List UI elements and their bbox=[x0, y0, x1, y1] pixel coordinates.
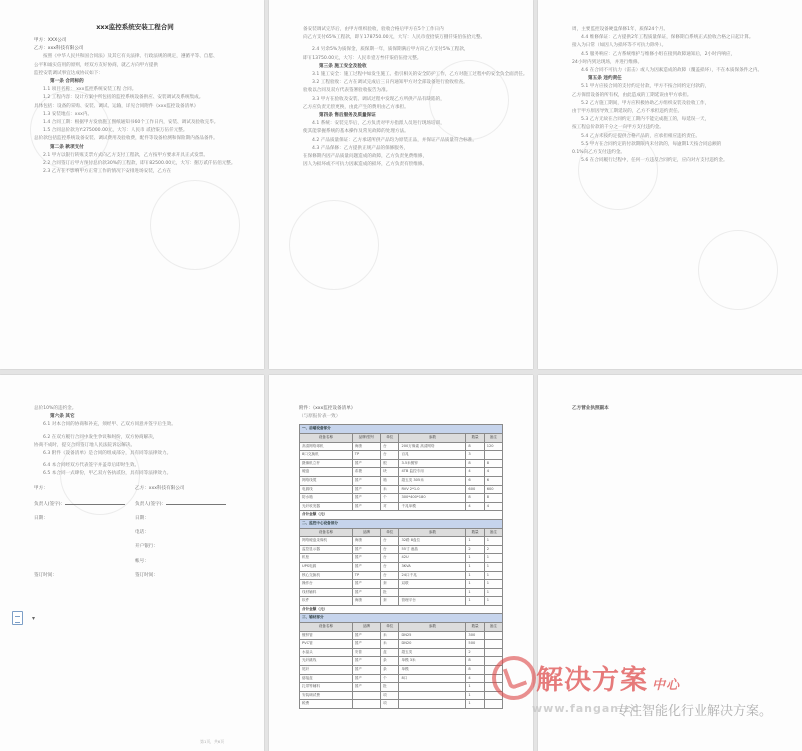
paragraph-line: 24小时内到达现场，并进行维修。 bbox=[572, 59, 643, 65]
table-row bbox=[300, 485, 503, 494]
table-cell: 国产 bbox=[352, 683, 380, 692]
table-row bbox=[300, 631, 503, 640]
table-cell: 1 bbox=[466, 597, 484, 606]
paragraph-line: 4.1 系统：安装完毕后，乙方负责对甲方指派人员进行现场培训， bbox=[312, 121, 445, 127]
table-cell: 600 bbox=[466, 485, 484, 494]
paragraph-line: 备安装调试完毕后，由甲方组织验收，验收合格后甲方在5个工作日内 bbox=[303, 27, 444, 32]
paragraph-line: 公平和诚实信用的原则，经双方友好协商，就乙方向甲方提供 bbox=[34, 62, 159, 68]
table-cell: 国产 bbox=[352, 588, 380, 597]
table-cell: 4TB 监控专用 bbox=[399, 468, 466, 477]
paragraph-line: 乙方应负责无偿更换，由此产生的费用由乙方承担。 bbox=[303, 104, 409, 110]
table-cell: 32路 8盘位 bbox=[399, 537, 466, 546]
table-cell: 55寸 液晶 bbox=[399, 545, 466, 554]
table-cell: 国产 bbox=[352, 666, 380, 675]
paragraph-line: 4.5 服务响应：乙方系统维护与维修小组在接到故障通知后，2小时内响应， bbox=[581, 51, 736, 57]
sign-label: 开户银行： bbox=[135, 544, 158, 550]
table-row bbox=[300, 666, 503, 675]
table-cell: 箱 bbox=[381, 476, 399, 485]
paragraph-line: 3.1 施工安全：施工过程中如发生施工、指引相关的安全防护工作，乙方对施工过程中的安全负全面责任。 bbox=[312, 72, 528, 78]
table-cell: 国产 bbox=[352, 554, 380, 563]
table-cell: 2 bbox=[466, 648, 484, 657]
table-cell: 120 bbox=[484, 442, 502, 451]
table-cell: 水晶头 bbox=[300, 648, 353, 657]
table-cell: 600 bbox=[484, 485, 502, 494]
paragraph-line: 1.5 合同总价款为Y:275000.00元，大写：人民币 贰拾柒万伍仟元整。 bbox=[43, 128, 188, 134]
sign-label: 电话： bbox=[135, 530, 149, 536]
table-cell: 1 bbox=[466, 580, 484, 589]
table-cell: 光纤收发器 bbox=[300, 502, 353, 511]
column-header: 单位 bbox=[381, 528, 399, 537]
table-row bbox=[300, 571, 503, 580]
table-cell: 1 bbox=[484, 537, 502, 546]
sign-label: 负责人(签字)： bbox=[135, 501, 167, 507]
paragraph-line: 5.6 在合同履行过程中，任何一方违反合同约定，应向对方支付违约金。 bbox=[581, 158, 728, 164]
table-cell: TP bbox=[352, 451, 380, 460]
section-heading: 第四条 售后服务及质量保证 bbox=[319, 113, 376, 119]
column-header: 数量 bbox=[466, 623, 484, 632]
table-cell: 1 bbox=[466, 562, 484, 571]
column-header: 设备名称 bbox=[300, 528, 353, 537]
table-cell: 1 bbox=[484, 580, 502, 589]
paragraph-line: 6.1 对本合同的协商和补充，须经甲、乙双方同意并签字后生效。 bbox=[43, 422, 176, 428]
signature-blank bbox=[65, 504, 125, 505]
table-cell: 个 bbox=[381, 494, 399, 503]
table-cell: 米 bbox=[381, 640, 399, 649]
table-row bbox=[300, 588, 503, 597]
table-cell: 机柜 bbox=[300, 554, 353, 563]
table-cell: 套 bbox=[381, 597, 399, 606]
section-heading: 第五条 违约责任 bbox=[588, 76, 622, 82]
table-cell: 单模 bbox=[399, 666, 466, 675]
paragraph-line: 6.2 在双方履行合同中发生争议和纠纷，双方协商解决， bbox=[43, 434, 158, 440]
table-cell: 海康 bbox=[352, 537, 380, 546]
table-header-row bbox=[300, 528, 503, 537]
sign-label bbox=[34, 543, 135, 551]
table-cell: 国产 bbox=[352, 485, 380, 494]
paragraph-line: 按照《中华人民共和国合同法》及其它有关法律、行政法规的规定，遵循平等、自愿、 bbox=[43, 54, 218, 60]
table-cell: 3.5米镀锌 bbox=[399, 459, 466, 468]
section-label: 二、监控中心设备部分 bbox=[300, 519, 503, 528]
table-cell: 批 bbox=[381, 683, 399, 692]
page-number: 第1页，共6页 bbox=[200, 739, 224, 744]
table-cell: 4 bbox=[484, 468, 502, 477]
column-header: 参数 bbox=[399, 528, 466, 537]
table-cell: 24口千兆 bbox=[399, 571, 466, 580]
table-cell: 国产 bbox=[352, 494, 380, 503]
table-cell: 6 bbox=[484, 476, 502, 485]
paragraph-line: 2.1 甲方以银行转账支票方式向乙方支付工程款，乙方按甲方要求开具正式发票。 bbox=[43, 152, 208, 158]
table-cell: 管理平台 bbox=[399, 597, 466, 606]
column-header: 单位 bbox=[381, 623, 399, 632]
table-cell: 1 bbox=[466, 571, 484, 580]
sign-label: 签订时间： bbox=[135, 572, 158, 578]
paragraph-line: 1.4 合同工期：根据甲方发放施工图纸通知书60个工作日内，安装、调试及验收完毕。 bbox=[43, 120, 219, 126]
table-cell: 单模 3米 bbox=[399, 657, 466, 666]
table-cell: 8 bbox=[466, 459, 484, 468]
table-cell: 项 bbox=[381, 691, 399, 700]
table-cell: 熔接盒 bbox=[300, 674, 353, 683]
party-a-line: 甲方：XXX公司 bbox=[34, 38, 67, 43]
table-cell: 国产 bbox=[352, 580, 380, 589]
table-cell: 台 bbox=[381, 571, 399, 580]
table-cell: 操作台 bbox=[300, 580, 353, 589]
table-cell: 米 bbox=[381, 485, 399, 494]
paragraph-line: 向乙方支付65%工程款，即￥178750.00元，大写：人民币壹拾柒万捌仟柒佰伍拾元整。 bbox=[303, 35, 486, 41]
table-cell: 百兆 bbox=[399, 451, 466, 460]
table-cell: 1 bbox=[466, 691, 484, 700]
column-header: 备注 bbox=[484, 528, 502, 537]
table-cell: 1 bbox=[484, 588, 502, 597]
paragraph-line: 5.2 乙方施工期间，甲方应积极协助乙方组织安装及验收工作， bbox=[581, 100, 710, 106]
table-cell: 8 bbox=[466, 666, 484, 675]
table-cell: 国产 bbox=[352, 459, 380, 468]
sign-label bbox=[34, 529, 135, 537]
contract-title: xxx监控系统安装工程合同 bbox=[96, 23, 174, 31]
table-section-row bbox=[300, 425, 503, 434]
appendix-subtitle: （与原报价表一致） bbox=[299, 414, 341, 420]
table-row bbox=[300, 476, 503, 485]
equipment-table bbox=[299, 424, 503, 709]
table-cell: 对 bbox=[381, 502, 399, 511]
paragraph-line: 6.3 附件《设备清单》是合同的组成部分，具有同等法律效力。 bbox=[43, 451, 172, 457]
table-cell: 1 bbox=[466, 554, 484, 563]
table-cell: 安装调试费 bbox=[300, 691, 353, 700]
table-cell: 条 bbox=[381, 657, 399, 666]
paragraph-line: 使其能掌握系统的基本操作及常见故障的处理方法。 bbox=[303, 129, 409, 135]
table-row bbox=[300, 554, 503, 563]
table-cell: 光纤跳线 bbox=[300, 657, 353, 666]
paragraph-line: 4.6 在合同不可抗力（雷击）或人为因素造成的故障（覆盖损坏），不在本质保条件之内。 bbox=[581, 68, 763, 74]
table-cell: 核心交换机 bbox=[300, 571, 353, 580]
paragraph-line: 6.5 本合同一式肆份，甲乙双方各执贰份，具有同等法律效力。 bbox=[43, 471, 172, 477]
paragraph-line: 6.4 本合同经双方代表签字并盖章后即时生效。 bbox=[43, 463, 140, 469]
table-cell: PVC管 bbox=[300, 640, 353, 649]
total-label: 合计金额（元） bbox=[300, 511, 503, 520]
table-cell: 4 bbox=[484, 502, 502, 511]
table-cell: 8 bbox=[466, 442, 484, 451]
table-cell: DN25 bbox=[399, 631, 466, 640]
table-cell: 42U bbox=[399, 554, 466, 563]
table-cell: 扎带等辅料 bbox=[300, 683, 353, 692]
paragraph-line: 协商不成时，提交合同签订地人民法院诉讼解决。 bbox=[34, 442, 136, 448]
column-header: 参数 bbox=[399, 623, 466, 632]
column-header: 品牌/型号 bbox=[352, 434, 380, 443]
table-cell: 台 bbox=[381, 442, 399, 451]
table-cell: 国产 bbox=[352, 640, 380, 649]
table-cell: 国产 bbox=[352, 562, 380, 571]
table-cell: 3 bbox=[466, 451, 484, 460]
table-row bbox=[300, 537, 503, 546]
table-cell: 8口交换机 bbox=[300, 451, 353, 460]
table-cell: 1 bbox=[484, 554, 502, 563]
paragraph-line: 3.2 工程验收：乙方在调试完成后三日内通知甲方对全部设备进行验收检查。 bbox=[312, 80, 468, 86]
column-header: 备注 bbox=[484, 434, 502, 443]
table-cell bbox=[484, 631, 502, 640]
table-cell: 6 bbox=[466, 476, 484, 485]
table-cell bbox=[484, 451, 502, 460]
table-cell: 1 bbox=[484, 571, 502, 580]
paragraph-line: 乙方保留设备的所有权，由此造成的工期延误由甲方承担。 bbox=[572, 92, 692, 98]
brand-url: www.fangan.cc bbox=[532, 702, 640, 715]
chevron-down-icon[interactable]: ▾ bbox=[32, 615, 36, 622]
table-cell: 个 bbox=[381, 674, 399, 683]
paragraph-line: 总价10%的违约金。 bbox=[34, 406, 77, 411]
table-cell: UPS电源 bbox=[300, 562, 353, 571]
table-cell: 4 bbox=[466, 674, 484, 683]
table-cell: 千兆单模 bbox=[399, 502, 466, 511]
column-header: 设备名称 bbox=[300, 623, 353, 632]
appendix-title: 附件：《xxx监控设备清单》 bbox=[299, 406, 356, 411]
party-b-line: 乙方：xxx科技有限公司 bbox=[34, 46, 84, 52]
table-cell: 台 bbox=[381, 562, 399, 571]
table-cell: DN20 bbox=[399, 640, 466, 649]
table-cell: 超五类 bbox=[399, 648, 466, 657]
table-section-row bbox=[300, 614, 503, 623]
column-header: 参数 bbox=[399, 434, 466, 443]
table-row bbox=[300, 562, 503, 571]
table-cell: 海康 bbox=[352, 597, 380, 606]
license-title: 乙方营业执照副本 bbox=[572, 406, 609, 411]
table-cell: 1 bbox=[466, 537, 484, 546]
table-cell: 安普 bbox=[352, 648, 380, 657]
table-row bbox=[300, 442, 503, 451]
section-heading: 第六条 其它 bbox=[50, 414, 75, 420]
total-label: 合计金额（元） bbox=[300, 605, 503, 614]
brand-watermark bbox=[492, 654, 802, 751]
sign-label: 日期： bbox=[135, 516, 149, 522]
table-cell: 国产 bbox=[352, 674, 380, 683]
section-heading: 第三条 施工安全及验收 bbox=[319, 63, 367, 69]
party-b-sign-head: 乙方：xxx科技有限公司 bbox=[135, 485, 185, 491]
table-row bbox=[300, 580, 503, 589]
table-row bbox=[300, 700, 503, 709]
paragraph-line: 2.4 另余5%为质保金，质保期一年，质保期满后甲方向乙方支付5%工程款， bbox=[312, 47, 469, 53]
table-cell: 镀锌管 bbox=[300, 631, 353, 640]
section-label: 三、辅材部分 bbox=[300, 614, 503, 623]
table-total-row bbox=[300, 605, 503, 614]
table-cell: 8 bbox=[484, 459, 502, 468]
document-icon[interactable] bbox=[12, 611, 23, 625]
table-cell: 2 bbox=[466, 545, 484, 554]
table-cell: 台 bbox=[381, 451, 399, 460]
paragraph-line: 4.2 产品质量保证：乙方承诺所供产品均为原装正品，并保证产品质量符合标准。 bbox=[312, 137, 477, 143]
table-row bbox=[300, 648, 503, 657]
column-header: 数量 bbox=[466, 434, 484, 443]
paragraph-line: 验收以合同及双方代表签署验收报告为准。 bbox=[303, 88, 391, 94]
table-cell: 海康 bbox=[352, 442, 380, 451]
sign-label: 签订时间： bbox=[34, 572, 57, 578]
paragraph-line: 0.1%向乙方支付违约金。 bbox=[572, 150, 626, 156]
paragraph-line: 监控安装调试事宜达成协议如下： bbox=[34, 70, 103, 76]
paragraph-line: 5.4 乙方未按约定提供合格产品的，应承担相应违约责任。 bbox=[581, 133, 701, 139]
table-cell: 国产 bbox=[352, 545, 380, 554]
table-cell: 台 bbox=[381, 545, 399, 554]
table-row bbox=[300, 459, 503, 468]
signature-blank bbox=[166, 504, 226, 505]
table-cell: 8 bbox=[484, 494, 502, 503]
table-cell: 1 bbox=[466, 700, 484, 709]
table-cell: 项 bbox=[381, 700, 399, 709]
party-a-sign-head: 甲方： bbox=[34, 485, 48, 491]
table-cell: 块 bbox=[381, 468, 399, 477]
table-cell: 8口 bbox=[399, 674, 466, 683]
table-cell: 网络硬盘录像机 bbox=[300, 537, 353, 546]
table-cell: 硬盘 bbox=[300, 468, 353, 477]
table-cell: 台 bbox=[381, 537, 399, 546]
paragraph-line: 周，主要监控设备硬盘保修1年，质保24个月。 bbox=[572, 27, 669, 32]
column-header: 品牌 bbox=[352, 623, 380, 632]
table-cell bbox=[399, 588, 466, 597]
paragraph-line: 由于甲方原因导致工期延误的，乙方不承担违约责任。 bbox=[572, 109, 683, 115]
table-cell: 1 bbox=[466, 588, 484, 597]
table-header-row bbox=[300, 623, 503, 632]
section-heading: 第一条 合同标的 bbox=[50, 79, 84, 85]
table-cell: 4 bbox=[466, 502, 484, 511]
sign-label: 日期： bbox=[34, 516, 48, 522]
table-cell: 500 bbox=[466, 640, 484, 649]
paragraph-line: 3.3 甲方在验收及安装、调试过程中发现乙方所供产品有缺陷的， bbox=[312, 96, 445, 102]
table-cell: 2 bbox=[484, 545, 502, 554]
column-header: 设备名称 bbox=[300, 434, 353, 443]
column-header: 单位 bbox=[381, 434, 399, 443]
document-page-2 bbox=[269, 0, 533, 369]
sign-label: 帐号： bbox=[135, 558, 149, 564]
table-cell: 条 bbox=[381, 666, 399, 675]
table-section-row bbox=[300, 519, 503, 528]
table-cell: 盒 bbox=[381, 648, 399, 657]
table-row bbox=[300, 451, 503, 460]
table-cell: 国产 bbox=[352, 657, 380, 666]
paragraph-line: 总价款包括监控系统设备安装、调试费用及验收费，配件等设备检测和保险期内备品备件。 bbox=[34, 136, 218, 142]
table-cell: 税费 bbox=[300, 700, 353, 709]
table-cell bbox=[399, 700, 466, 709]
table-cell bbox=[352, 700, 380, 709]
paragraph-line: 1.2 工程内容：设计方案中所包括的监控系统设备供应、安装调试及系统集成。 bbox=[43, 95, 204, 101]
section-heading: 第二条 款项支付 bbox=[50, 144, 84, 150]
table-row bbox=[300, 597, 503, 606]
table-cell: 300 bbox=[466, 631, 484, 640]
table-header-row bbox=[300, 434, 503, 443]
table-row bbox=[300, 545, 503, 554]
paragraph-line: 即￥13750.00元，大写：人民币壹万叁仟柒佰伍拾元整。 bbox=[303, 55, 422, 61]
table-cell bbox=[352, 691, 380, 700]
table-cell: 网络线缆 bbox=[300, 476, 353, 485]
column-header: 品牌 bbox=[352, 528, 380, 537]
table-row bbox=[300, 674, 503, 683]
table-cell: 1 bbox=[484, 597, 502, 606]
table-cell: 高清网络球机 bbox=[300, 442, 353, 451]
table-cell: 1 bbox=[484, 562, 502, 571]
table-row bbox=[300, 468, 503, 477]
paragraph-line: 在保修期内因产品质量问题造成的故障，乙方负责免费维修， bbox=[303, 154, 428, 160]
table-cell: 200万像素 高清网络 bbox=[399, 442, 466, 451]
column-header: 数量 bbox=[466, 528, 484, 537]
paragraph-line: 5.5 甲方在合同约定的付款期限内未付款的，每逾期1天按合同总额的 bbox=[581, 141, 722, 147]
table-cell: 希捷 bbox=[352, 468, 380, 477]
table-row bbox=[300, 683, 503, 692]
table-cell bbox=[484, 640, 502, 649]
table-cell: 双联 bbox=[399, 580, 466, 589]
brand-logo-icon bbox=[492, 656, 536, 700]
table-cell: 软件 bbox=[300, 597, 353, 606]
table-cell: 线材辅料 bbox=[300, 588, 353, 597]
paragraph-line: 5.1 甲方应按合同的支付约定付款，甲方不按合同约定付款的， bbox=[581, 84, 710, 90]
paragraph-line: 4.3 产品保修：乙方提供正规产品的保修服务， bbox=[312, 145, 409, 151]
paragraph-line: 具体包括：设备的采购、安装、调试、运输，详见合同附件《xxx监控设备清单》 bbox=[34, 103, 199, 109]
table-cell: 3KVA bbox=[399, 562, 466, 571]
table-cell: 米 bbox=[381, 631, 399, 640]
table-cell: 批 bbox=[381, 588, 399, 597]
document-page-4 bbox=[0, 375, 264, 751]
paragraph-line: 1.1 项目名称： xxx监控系统安装工程 合同。 bbox=[43, 87, 137, 93]
brand-slogan: 专注智能化行业解决方案。 bbox=[616, 704, 773, 719]
paragraph-line: 5.3 乙方无故在合同约定工期内不能完成施工的，每延误一天， bbox=[581, 117, 710, 123]
table-row bbox=[300, 657, 503, 666]
document-page-3 bbox=[538, 0, 802, 369]
table-cell: RVV 2*1.0 bbox=[399, 485, 466, 494]
table-cell: 300*400*180 bbox=[399, 494, 466, 503]
paragraph-line: 接入为日常（如因人为损坏等不可抗力除外）。 bbox=[572, 43, 667, 49]
table-cell: 8 bbox=[466, 494, 484, 503]
paragraph-line: 按工程总价款的千分之一向甲方支付违约金。 bbox=[572, 125, 664, 131]
table-cell: 超五类 305米 bbox=[399, 476, 466, 485]
paragraph-line: 1.3 安装地点：xxx内。 bbox=[43, 111, 93, 117]
sign-label bbox=[34, 558, 135, 566]
sign-label: 负责人(签字)： bbox=[34, 501, 66, 507]
paragraph-line: 2.2 合同签订后甲方预付总价款30%的工程款，即￥82500.00元，大写：捌万贰仟伍佰元整。 bbox=[43, 161, 236, 167]
table-cell: 8 bbox=[466, 657, 484, 666]
table-total-row bbox=[300, 511, 503, 520]
table-cell bbox=[399, 691, 466, 700]
table-cell: 1 bbox=[466, 683, 484, 692]
table-cell bbox=[399, 683, 466, 692]
table-cell: 台 bbox=[381, 554, 399, 563]
table-row bbox=[300, 640, 503, 649]
column-header: 备注 bbox=[484, 623, 502, 632]
table-cell: 电源线 bbox=[300, 485, 353, 494]
table-cell: 套 bbox=[381, 580, 399, 589]
table-row bbox=[300, 502, 503, 511]
table-cell: 尾纤 bbox=[300, 666, 353, 675]
section-label: 一、前端设备部分 bbox=[300, 425, 503, 434]
table-cell: 4 bbox=[466, 468, 484, 477]
table-row bbox=[300, 691, 503, 700]
table-cell: 根 bbox=[381, 459, 399, 468]
table-cell: 摄像机立杆 bbox=[300, 459, 353, 468]
table-cell: 国产 bbox=[352, 631, 380, 640]
table-cell: 防水箱 bbox=[300, 494, 353, 503]
table-cell: 监控显示器 bbox=[300, 545, 353, 554]
table-cell: TP bbox=[352, 571, 380, 580]
document-page-1 bbox=[0, 0, 264, 369]
table-row bbox=[300, 494, 503, 503]
paragraph-line: 4.4 维修保证：乙方提供2年工程质量保证，保修期自系统正式验收合格之日起计算。 bbox=[581, 35, 754, 41]
paragraph-line: 因人为损坏或不可抗力因素造成的损坏，乙方负责有偿维修。 bbox=[303, 162, 428, 168]
table-cell: 国产 bbox=[352, 502, 380, 511]
paragraph-line: 2.3 乙方在不影响甲方正常工作的情况下安排进场安装，乙方在 bbox=[43, 169, 172, 175]
brand-name: 解决方案 中心 bbox=[536, 665, 681, 696]
table-cell: 国产 bbox=[352, 476, 380, 485]
